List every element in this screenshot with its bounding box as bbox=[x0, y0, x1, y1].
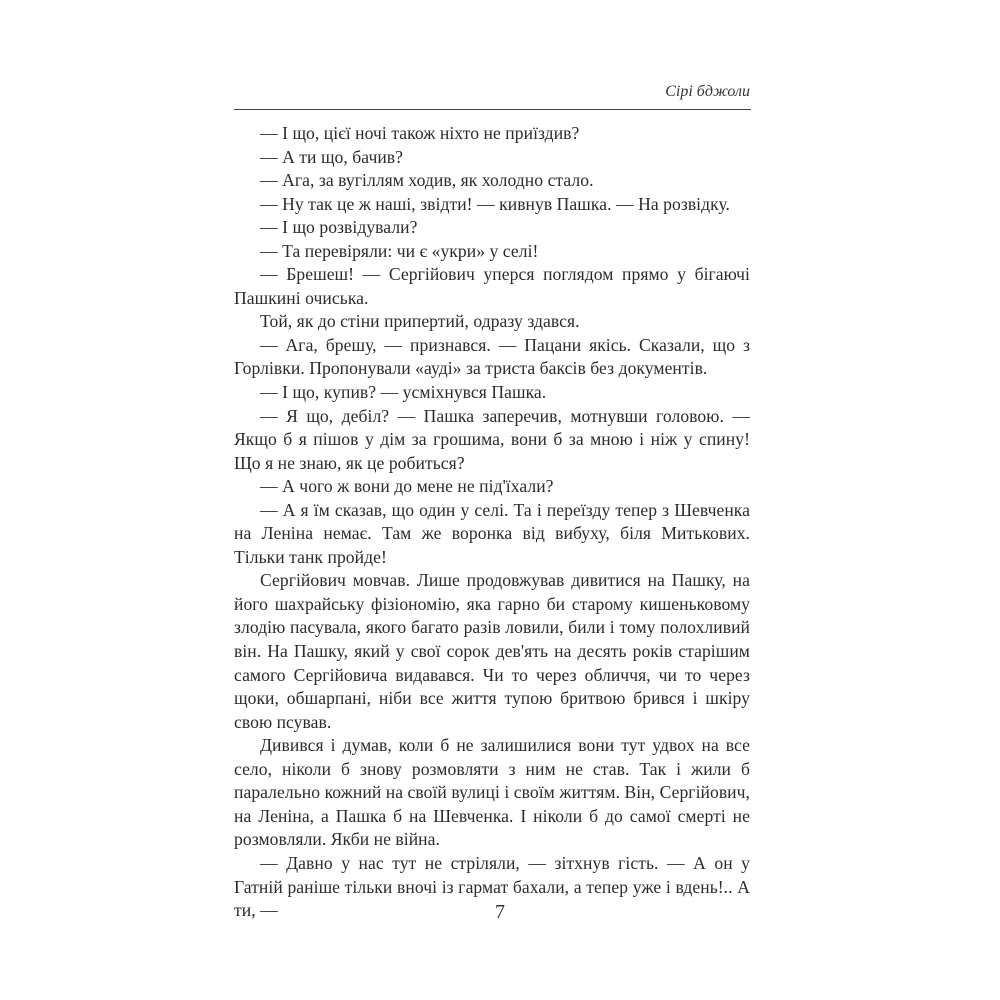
paragraph: — Я що, дебіл? — Пашка заперечив, мотнувши головою. — Якщо б я пішов у дім за грошима, вони б за мною і ніж у спину! Що я не знаю, як це робиться? bbox=[234, 405, 750, 473]
paragraph: Той, як до стіни припертий, одразу здався. bbox=[260, 311, 580, 332]
paragraph: — І що, цієї ночі також ніхто не приїздив? bbox=[260, 123, 580, 143]
page-body bbox=[234, 122, 750, 923]
paragraph: — Та перевіряли: чи є «укри» у селі! bbox=[260, 240, 539, 261]
paragraph: — Брешеш! — Сергійович уперся поглядом прямо у бігаючі Пашкині очиська. bbox=[234, 264, 750, 308]
paragraph: — Давно у нас тут не стріляли, — зітхнув гість. — А он у Гатній раніше тільки вночі із гармат бахали, а тепер уже і вдень!.. А ти, — bbox=[234, 852, 750, 921]
paragraph: — Ну так це ж наші, звідти! — кивнув Пашка. — На розвідку. bbox=[260, 193, 731, 214]
paragraph: — А я їм сказав, що один у селі. Та і переїзду тепер з Шевченка на Леніна немає. Там же воронка від вибуху, біля Митькових. Тільки танк пройде! bbox=[234, 499, 750, 567]
paragraph: — Ага, за вугіллям ходив, як холодно стало. bbox=[260, 170, 594, 191]
paragraph: Дивився і думав, коли б не залишилися вони тут удвох на все село, ніколи б знову розмовляти з ним не став. Так і жили б паралельно кожний на своїй вулиці і своїм життям. Він, Сергійович, на Леніна, а Пашка б на Шевченка. І ніколи б до самої смерті не розмовляли. Якби не війна. bbox=[234, 735, 750, 850]
paragraph: — І що, купив? — усміхнувся Пашка. bbox=[260, 382, 547, 403]
paragraph: — І що розвідували? bbox=[260, 217, 418, 238]
page-number: 7 bbox=[495, 901, 505, 923]
paragraph: — А ти що, бачив? bbox=[260, 146, 404, 167]
paragraph: — Ага, брешу, — признався. — Пацани якісь. Сказали, що з Горлівки. Пропонували «ауді» за триста баксів без документів. bbox=[234, 334, 750, 379]
paragraph: — А чого ж вони до мене не під'їхали? bbox=[260, 476, 554, 497]
header-rule bbox=[234, 109, 751, 110]
paragraph: Сергійович мовчав. Лише продовжував дивитися на Пашку, на його шахрайську фізіономію, яка гарно би старому кишеньковому злодію пасувала, якого багато разів ловили, били і тому полохливий він. На Пашку, який у свої сорок дев'ять на десять років старішим самого Сергійовича видавався. Чи то через обличчя, чи то через щоки, обшарпані, ніби все життя тупою бритвою брився і шкіру свою псував. bbox=[234, 570, 750, 732]
running-title: Сірі бджоли bbox=[665, 83, 750, 100]
